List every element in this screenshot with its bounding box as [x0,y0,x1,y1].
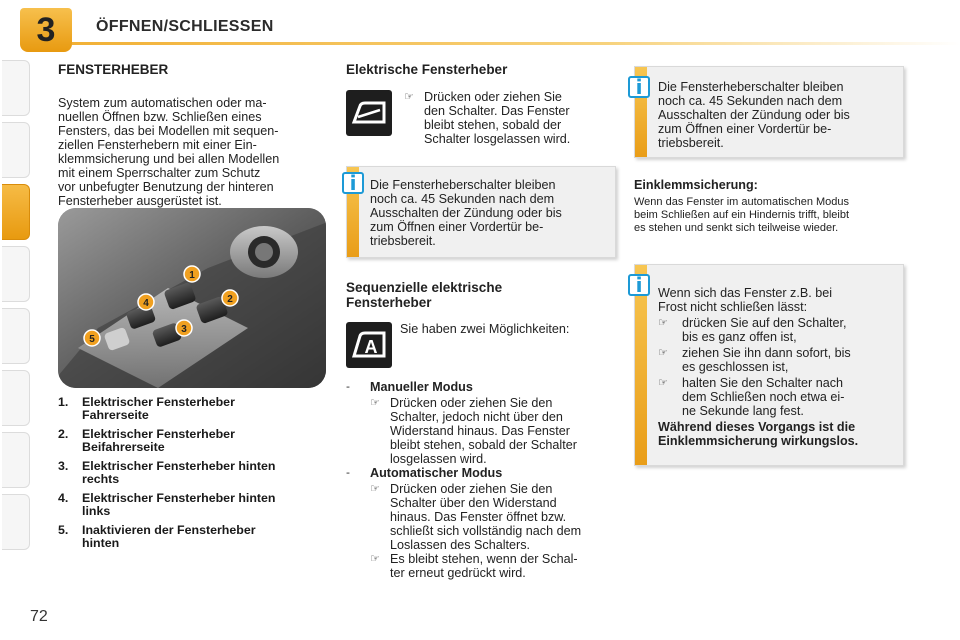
legend-item: 5. Inaktivieren der Fensterheber hinten [58,523,256,550]
header-rule [72,42,960,45]
pointer-icon: ☞ [370,552,380,565]
window-switch-illustration [58,208,326,388]
svg-text:A: A [364,337,378,357]
pointer-icon: ☞ [370,396,380,409]
svg-text:1: 1 [189,270,195,281]
legend-item: 1. Elektrischer Fensterheber Fahrerseite [58,395,235,422]
side-tab [2,432,30,488]
auto-window-switch-icon [346,322,392,368]
pointer-icon: ☞ [404,90,414,103]
side-tab [2,60,30,116]
text-line: klemmsicherung und bei allen Modellen [58,152,280,166]
side-tab [2,308,30,364]
pointer-icon: ☞ [370,482,380,495]
info-icon: i [628,274,650,296]
callout-3 [176,320,192,336]
auto-mode-block: - Automatischer Modus [346,466,503,480]
info-standby-text: Die Fensterheberschalter bleiben noch ca. 45 Sekunden nach dem Ausschalten der Zündung oder bis zum Öffnen einer Vordertür be- triebsbereit. [370,178,562,248]
callout-4 [138,294,154,310]
text-line: Fensters, das bei Modellen mit sequen- [58,124,279,138]
chapter-side-tabs [0,60,34,580]
callout-1 [184,266,200,282]
side-tab [2,494,30,550]
pointer-icon: ☞ [658,376,668,389]
svg-text:3: 3 [181,324,187,335]
text-line: ziellen Fensterhebern mit einer Ein- [58,138,257,152]
svg-text:4: 4 [143,298,149,309]
chapter-number: 3 [36,11,56,49]
svg-text:2: 2 [227,294,233,305]
svg-text:5: 5 [89,334,95,345]
pointer-icon: ☞ [658,346,668,359]
callout-2 [222,290,238,306]
sequential-intro: Sie haben zwei Möglichkeiten: [400,322,570,336]
text-line: Fensterheber ausgerüstet ist. [58,194,222,208]
intro-paragraph [58,96,326,208]
side-tab [2,122,30,178]
page-title: ÖFFNEN/SCHLIESSEN [96,18,274,35]
manual-mode-instruction: ☞ Drücken oder ziehen Sie den Schalter, jedoch nicht über den Widerstand hinaus. Das Fenster bleibt stehen, sobald der Schalter losgelassen wird. [370,396,577,466]
legend-item: 3. Elektrischer Fensterheber hinten rechts [58,459,276,486]
switch-legend [58,396,333,556]
manual-mode-block: - Manueller Modus [346,380,473,394]
info-icon: i [342,172,364,194]
warning-bold-text: Während dieses Vorgangs ist die Einklemmsicherung wirkungslos. [658,420,859,448]
section-title-fensterheber: FENSTERHEBER [58,62,169,77]
side-tab-active [2,184,30,240]
section-title-sequential: Sequenzielle elektrische Fensterheber [346,280,503,310]
page-header [0,0,960,52]
side-tab [2,370,30,426]
window-switch-photo [58,208,326,388]
text-line: System zum automatischen oder ma- [58,96,267,110]
text-line: nuellen Öffnen bzw. Schließen eines [58,110,262,124]
auto-mode-instruction: ☞ Drücken oder ziehen Sie den Schalter über den Widerstand hinaus. Das Fenster öffnet bzw. schließt sich vollständig nach dem Loslassen des Schalters. [370,482,582,552]
side-tab [2,246,30,302]
legend-item: 4. Elektrischer Fensterheber hinten links [58,491,276,518]
electric-instruction: ☞ Drücken oder ziehen Sie den Schalter. Das Fenster bleibt stehen, sobald der Schalter losgelassen wird. [404,90,571,146]
text-line: vor unbefugter Benutzung der hinteren [58,180,274,194]
page-number: 72 [30,608,48,625]
info-frost-text: Wenn sich das Fenster z.B. bei Frost nicht schließen lässt: ☞ drücken Sie auf den Schalter, bis es ganz offen ist, ☞ ziehen Sie ihn dann sofort, bis es geschlossen ist, ☞ halten Sie den Schalter nach dem Schließen noch etwa ei- ne Sekunde lang fest. Während dieses Vorgangs ist die Einklemmsicherung wirkungslos. [658,286,898,448]
info-icon: i [628,76,650,98]
pointer-icon: ☞ [658,316,668,329]
info-standby-right-text: Die Fensterheberschalter bleiben noch ca. 45 Sekunden nach dem Ausschalten der Zündung oder bis zum Öffnen einer Vordertür be- triebsbereit. [658,80,850,150]
pinch-protection-text: Wenn das Fenster im automatischen Modus beim Schließen auf ein Hindernis trifft, bleibt es stehen und senkt sich teilweise wieder. [634,196,850,234]
pinch-protection-title: Einklemmsicherung: [634,178,758,192]
legend-item: 2. Elektrischer Fensterheber Beifahrerseite [58,427,235,454]
window-switch-icon [346,90,392,136]
text-line: mit einem Sperrschalter zum Schutz [58,166,261,180]
section-title-electric: Elektrische Fensterheber [346,62,508,77]
auto-mode-stop: ☞ Es bleibt stehen, wenn der Schal- ter erneut gedrückt wird. [370,552,578,580]
callout-5 [84,330,100,346]
